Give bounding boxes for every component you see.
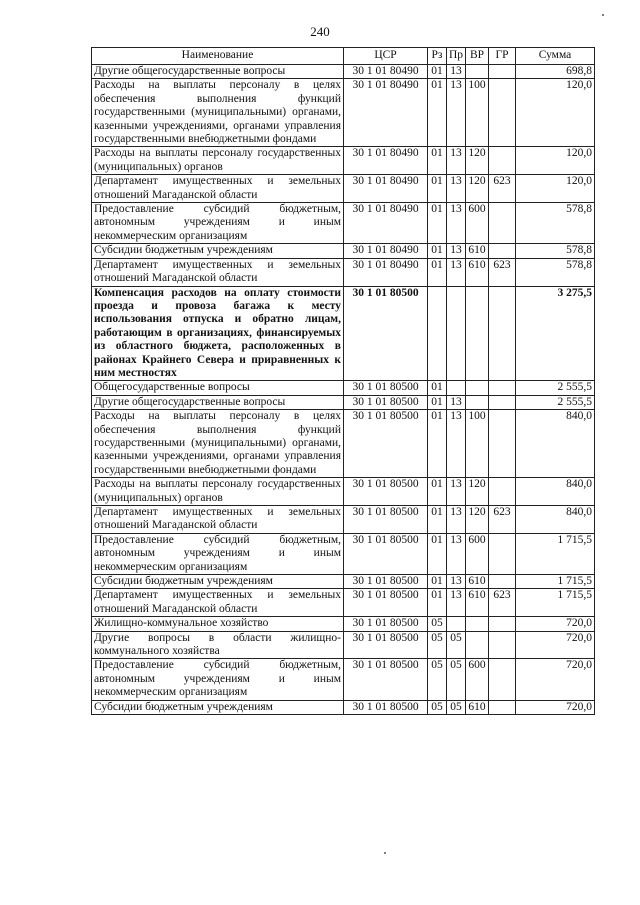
cell-rz: 05 bbox=[428, 659, 447, 700]
cell-name: Другие общегосударственные вопросы bbox=[92, 395, 344, 409]
cell-sum: 120,0 bbox=[516, 175, 595, 203]
cell-gr bbox=[489, 700, 516, 714]
table-row bbox=[92, 395, 595, 409]
cell-rz: 01 bbox=[428, 381, 447, 395]
cell-vr: 100 bbox=[466, 79, 489, 147]
cell-name: Департамент имущественных и земельных отношений Магаданской области bbox=[92, 506, 344, 534]
cell-gr bbox=[489, 79, 516, 147]
cell-rz: 01 bbox=[428, 203, 447, 244]
cell-csr: 30 1 01 80500 bbox=[344, 631, 428, 659]
table-row bbox=[92, 175, 595, 203]
cell-rz bbox=[428, 286, 447, 381]
cell-pr bbox=[447, 286, 466, 381]
cell-csr: 30 1 01 80500 bbox=[344, 478, 428, 506]
cell-csr: 30 1 01 80500 bbox=[344, 395, 428, 409]
cell-vr: 610 bbox=[466, 589, 489, 617]
cell-name: Предоставление субсидий бюджетным, автономным учреждениям и иным некоммерческим организациям bbox=[92, 533, 344, 574]
cell-name: Субсидии бюджетным учреждениям bbox=[92, 575, 344, 589]
table-row bbox=[92, 258, 595, 286]
table-row bbox=[92, 203, 595, 244]
cell-vr bbox=[466, 631, 489, 659]
cell-vr: 600 bbox=[466, 203, 489, 244]
cell-name: Департамент имущественных и земельных отношений Магаданской области bbox=[92, 175, 344, 203]
cell-sum: 720,0 bbox=[516, 700, 595, 714]
cell-csr: 30 1 01 80500 bbox=[344, 700, 428, 714]
cell-rz: 01 bbox=[428, 258, 447, 286]
cell-gr bbox=[489, 65, 516, 79]
cell-csr: 30 1 01 80490 bbox=[344, 79, 428, 147]
cell-rz: 01 bbox=[428, 575, 447, 589]
table-row bbox=[92, 533, 595, 574]
cell-name: Другие общегосударственные вопросы bbox=[92, 65, 344, 79]
header-vr: ВР bbox=[466, 48, 489, 65]
cell-pr: 13 bbox=[447, 244, 466, 258]
cell-name: Другие вопросы в области жилищно-коммунального хозяйства bbox=[92, 631, 344, 659]
header-sum: Сумма bbox=[516, 48, 595, 65]
cell-gr bbox=[489, 659, 516, 700]
cell-pr: 13 bbox=[447, 575, 466, 589]
cell-gr bbox=[489, 478, 516, 506]
cell-csr: 30 1 01 80500 bbox=[344, 575, 428, 589]
cell-sum: 578,8 bbox=[516, 203, 595, 244]
cell-name: Расходы на выплаты персоналу в целях обеспечения выполнения функций государственными (муниципальными) органами, казенными учреждениями, органами управления государственными внебюджетными фондами bbox=[92, 79, 344, 147]
cell-gr bbox=[489, 244, 516, 258]
table-row bbox=[92, 410, 595, 478]
cell-vr: 100 bbox=[466, 410, 489, 478]
cell-sum: 120,0 bbox=[516, 79, 595, 147]
cell-name: Субсидии бюджетным учреждениям bbox=[92, 700, 344, 714]
scan-speck bbox=[602, 14, 604, 16]
cell-name: Расходы на выплаты персоналу в целях обеспечения выполнения функций государственными (муниципальными) органами, казенными учреждениями, органами управления государственными внебюджетными фондами bbox=[92, 410, 344, 478]
table-row bbox=[92, 286, 595, 381]
header-gr: ГР bbox=[489, 48, 516, 65]
cell-csr: 30 1 01 80500 bbox=[344, 533, 428, 574]
cell-name: Расходы на выплаты персоналу государственных (муниципальных) органов bbox=[92, 147, 344, 175]
budget-table bbox=[91, 47, 595, 715]
cell-name: Жилищно-коммунальное хозяйство bbox=[92, 617, 344, 631]
cell-name: Расходы на выплаты персоналу государственных (муниципальных) органов bbox=[92, 478, 344, 506]
cell-sum: 840,0 bbox=[516, 506, 595, 534]
cell-gr: 623 bbox=[489, 589, 516, 617]
cell-csr: 30 1 01 80490 bbox=[344, 244, 428, 258]
cell-rz: 01 bbox=[428, 589, 447, 617]
cell-csr: 30 1 01 80500 bbox=[344, 506, 428, 534]
cell-gr bbox=[489, 410, 516, 478]
cell-vr: 600 bbox=[466, 659, 489, 700]
cell-name: Предоставление субсидий бюджетным, автономным учреждениям и иным некоммерческим организациям bbox=[92, 203, 344, 244]
cell-sum: 120,0 bbox=[516, 147, 595, 175]
cell-sum: 2 555,5 bbox=[516, 395, 595, 409]
cell-pr: 13 bbox=[447, 147, 466, 175]
cell-pr: 13 bbox=[447, 533, 466, 574]
cell-gr: 623 bbox=[489, 506, 516, 534]
cell-rz: 05 bbox=[428, 631, 447, 659]
cell-vr bbox=[466, 395, 489, 409]
cell-vr: 610 bbox=[466, 575, 489, 589]
cell-csr: 30 1 01 80500 bbox=[344, 381, 428, 395]
table-row bbox=[92, 381, 595, 395]
cell-csr: 30 1 01 80500 bbox=[344, 659, 428, 700]
cell-pr: 13 bbox=[447, 203, 466, 244]
table-row bbox=[92, 244, 595, 258]
cell-sum: 1 715,5 bbox=[516, 533, 595, 574]
cell-vr: 600 bbox=[466, 533, 489, 574]
cell-gr bbox=[489, 286, 516, 381]
cell-sum: 578,8 bbox=[516, 258, 595, 286]
cell-sum: 1 715,5 bbox=[516, 575, 595, 589]
cell-rz: 01 bbox=[428, 395, 447, 409]
table-row bbox=[92, 617, 595, 631]
cell-pr bbox=[447, 617, 466, 631]
cell-gr bbox=[489, 617, 516, 631]
header-csr: ЦСР bbox=[344, 48, 428, 65]
cell-gr bbox=[489, 395, 516, 409]
cell-pr: 13 bbox=[447, 79, 466, 147]
table-row bbox=[92, 147, 595, 175]
cell-vr bbox=[466, 617, 489, 631]
header-pr: Пр bbox=[447, 48, 466, 65]
cell-pr: 13 bbox=[447, 410, 466, 478]
cell-rz: 01 bbox=[428, 410, 447, 478]
cell-csr: 30 1 01 80500 bbox=[344, 617, 428, 631]
cell-pr: 13 bbox=[447, 258, 466, 286]
cell-vr bbox=[466, 286, 489, 381]
cell-gr bbox=[489, 147, 516, 175]
cell-pr: 13 bbox=[447, 65, 466, 79]
cell-sum: 2 555,5 bbox=[516, 381, 595, 395]
table-row bbox=[92, 659, 595, 700]
page-number: 240 bbox=[310, 24, 330, 39]
table-row bbox=[92, 700, 595, 714]
cell-pr: 05 bbox=[447, 631, 466, 659]
cell-gr bbox=[489, 631, 516, 659]
cell-pr: 05 bbox=[447, 659, 466, 700]
table-row bbox=[92, 575, 595, 589]
cell-rz: 01 bbox=[428, 506, 447, 534]
cell-pr: 13 bbox=[447, 395, 466, 409]
cell-gr: 623 bbox=[489, 175, 516, 203]
cell-pr: 13 bbox=[447, 589, 466, 617]
cell-sum: 720,0 bbox=[516, 617, 595, 631]
cell-sum: 840,0 bbox=[516, 410, 595, 478]
cell-csr: 30 1 01 80500 bbox=[344, 589, 428, 617]
cell-sum: 1 715,5 bbox=[516, 589, 595, 617]
cell-pr bbox=[447, 381, 466, 395]
cell-csr: 30 1 01 80500 bbox=[344, 286, 428, 381]
cell-gr bbox=[489, 203, 516, 244]
cell-rz: 01 bbox=[428, 175, 447, 203]
cell-name: Компенсация расходов на оплату стоимости проезда и провоза багажа к месту использования отпуска и обратно лицам, работающим в организациях, финансируемых из областного бюджета, расположенных в районах Крайнего Севера и приравненных к ним местностях bbox=[92, 286, 344, 381]
cell-pr: 05 bbox=[447, 700, 466, 714]
cell-rz: 01 bbox=[428, 478, 447, 506]
table-body bbox=[92, 65, 595, 715]
cell-sum: 720,0 bbox=[516, 631, 595, 659]
cell-csr: 30 1 01 80500 bbox=[344, 410, 428, 478]
cell-vr: 120 bbox=[466, 175, 489, 203]
cell-sum: 3 275,5 bbox=[516, 286, 595, 381]
cell-sum: 578,8 bbox=[516, 244, 595, 258]
cell-gr bbox=[489, 381, 516, 395]
cell-rz: 01 bbox=[428, 147, 447, 175]
cell-rz: 01 bbox=[428, 79, 447, 147]
cell-name: Департамент имущественных и земельных отношений Магаданской области bbox=[92, 258, 344, 286]
cell-vr: 610 bbox=[466, 244, 489, 258]
table-row bbox=[92, 65, 595, 79]
table-header-row bbox=[92, 48, 595, 65]
cell-rz: 05 bbox=[428, 617, 447, 631]
cell-csr: 30 1 01 80490 bbox=[344, 175, 428, 203]
cell-csr: 30 1 01 80490 bbox=[344, 258, 428, 286]
cell-sum: 720,0 bbox=[516, 659, 595, 700]
cell-vr bbox=[466, 381, 489, 395]
cell-pr: 13 bbox=[447, 175, 466, 203]
cell-name: Субсидии бюджетным учреждениям bbox=[92, 244, 344, 258]
cell-vr: 610 bbox=[466, 258, 489, 286]
header-name: Наименование bbox=[92, 48, 344, 65]
cell-csr: 30 1 01 80490 bbox=[344, 203, 428, 244]
cell-vr: 610 bbox=[466, 700, 489, 714]
table-row bbox=[92, 631, 595, 659]
cell-name: Общегосударственные вопросы bbox=[92, 381, 344, 395]
cell-gr bbox=[489, 533, 516, 574]
cell-vr bbox=[466, 65, 489, 79]
cell-rz: 01 bbox=[428, 65, 447, 79]
cell-rz: 01 bbox=[428, 533, 447, 574]
cell-vr: 120 bbox=[466, 478, 489, 506]
table-row bbox=[92, 506, 595, 534]
cell-csr: 30 1 01 80490 bbox=[344, 147, 428, 175]
table-row bbox=[92, 589, 595, 617]
cell-pr: 13 bbox=[447, 478, 466, 506]
cell-name: Департамент имущественных и земельных отношений Магаданской области bbox=[92, 589, 344, 617]
cell-name: Предоставление субсидий бюджетным, автономным учреждениям и иным некоммерческим организациям bbox=[92, 659, 344, 700]
cell-rz: 01 bbox=[428, 244, 447, 258]
cell-csr: 30 1 01 80490 bbox=[344, 65, 428, 79]
table-row bbox=[92, 478, 595, 506]
cell-sum: 840,0 bbox=[516, 478, 595, 506]
header-rz: Рз bbox=[428, 48, 447, 65]
cell-gr: 623 bbox=[489, 258, 516, 286]
table-row bbox=[92, 79, 595, 147]
cell-sum: 698,8 bbox=[516, 65, 595, 79]
scan-speck bbox=[384, 852, 386, 854]
cell-gr bbox=[489, 575, 516, 589]
cell-pr: 13 bbox=[447, 506, 466, 534]
cell-vr: 120 bbox=[466, 506, 489, 534]
cell-rz: 05 bbox=[428, 700, 447, 714]
cell-vr: 120 bbox=[466, 147, 489, 175]
